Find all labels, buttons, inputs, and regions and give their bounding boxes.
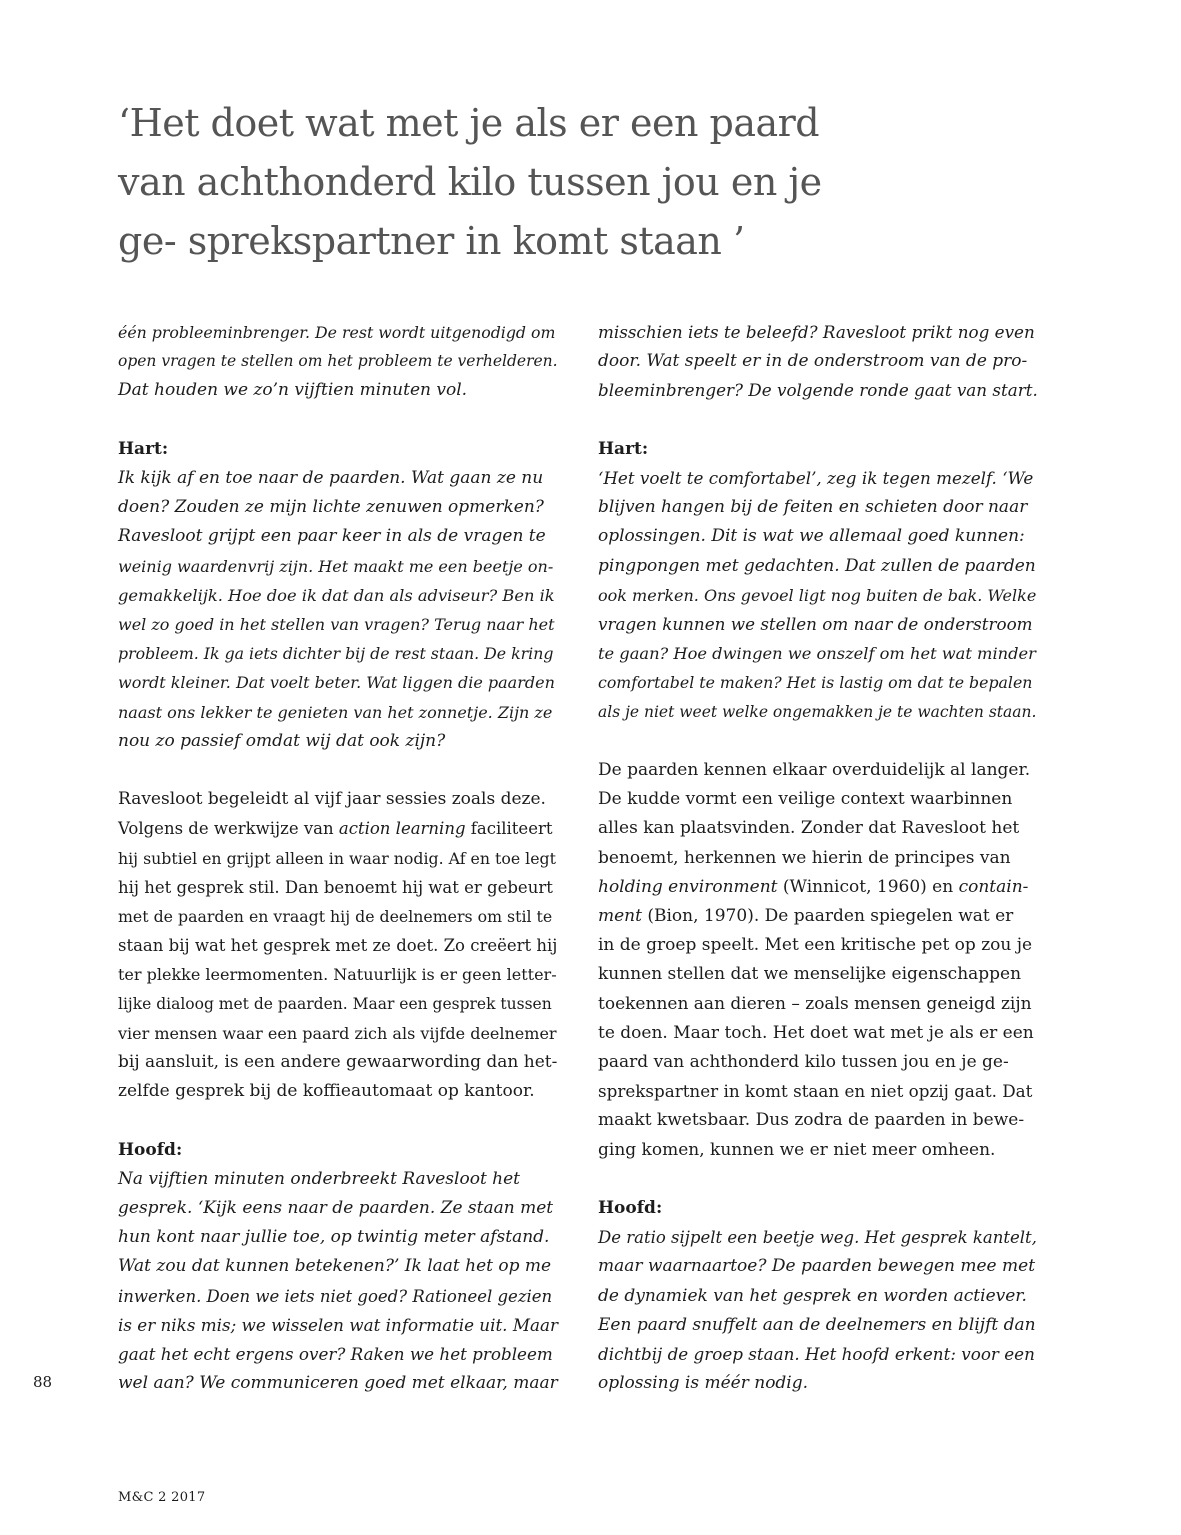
text-line: hij subtiel en grijpt alleen in waar nodig. Af en toe legt xyxy=(118,848,556,868)
text-line: Een paard snuffelt aan de deelnemers en blijft dan xyxy=(598,1314,1036,1335)
hoofd-section xyxy=(118,1136,558,1399)
headline-line: ‘Het doet wat met je als er een paard xyxy=(118,101,820,145)
emphasis-containment-end: ment xyxy=(598,906,642,927)
text-line: met de paarden en vraagt hij de deelnemers om stil te xyxy=(118,907,553,927)
text-line: vier mensen waar een paard zich als vijfde deelnemer xyxy=(118,1023,557,1043)
section-heading-hoofd: Hoofd: xyxy=(118,1139,183,1160)
text-line: lijke dialoog met de paarden. Maar een gesprek tussen xyxy=(118,994,552,1013)
text-line: in de groep speelt. Met een kritische pet op zou je xyxy=(598,935,1033,956)
text-line: sprekspartner in komt staan en niet opzij gaat. Dat xyxy=(598,1081,1033,1102)
text-line: Na vijftien minuten onderbreekt Ravesloot het xyxy=(118,1168,521,1189)
text-line: door. Wat speelt er in de onderstroom van de pro- xyxy=(598,351,1028,372)
headline-line: van achthonderd kilo tussen jou en je xyxy=(118,160,822,204)
text-line: kunnen stellen dat we menselijke eigenschappen xyxy=(598,964,1022,985)
text-line: doen? Zouden ze mijn lichte zenuwen opmerken? xyxy=(118,497,544,518)
hart-section xyxy=(118,435,558,756)
intro-paragraph xyxy=(118,318,558,406)
text-line: weinig waardenvrij zijn. Het maakt me een beetje on- xyxy=(118,556,554,576)
emphasis-containment: contain- xyxy=(958,876,1029,897)
text-line: wel zo goed in het stellen van vragen? Terug naar het xyxy=(118,615,555,635)
text-line: oplossingen. Dit is wat we allemaal goed kunnen: xyxy=(598,526,1025,547)
text-line: zelfde gesprek bij de koffieautomaat op kantoor. xyxy=(118,1081,535,1102)
text-line: hij het gesprek stil. Dan benoemt hij wat er gebeurt xyxy=(118,877,553,897)
text-line: Ik kijk af en toe naar de paarden. Wat gaan ze nu xyxy=(118,468,544,488)
text-line: pingpongen met gedachten. Dat zullen de paarden xyxy=(598,555,1036,576)
text-line: te gaan? Hoe dwingen we onszelf om het wat minder xyxy=(598,644,1036,664)
text-line: is er niks mis; we wisselen wat informatie uit. Maar xyxy=(118,1314,558,1335)
text-line: alles kan plaatsvinden. Zonder dat Ravesloot het xyxy=(598,818,1020,839)
emphasis-holding-environment: holding environment xyxy=(598,876,778,897)
text-line xyxy=(598,902,1038,931)
text-fragment: Volgens de werkwijze van xyxy=(118,819,339,839)
body-paragraph xyxy=(598,756,1038,1165)
text-line: bleeminbrenger? De volgende ronde gaat van start. xyxy=(598,380,1038,401)
section-heading-hoofd: Hoofd: xyxy=(598,1198,663,1219)
text-line: open vragen te stellen om het probleem te verhelderen. xyxy=(118,352,558,371)
text-line: gaat het echt ergens over? Raken we het probleem xyxy=(118,1344,553,1365)
text-line: gesprek. ‘Kijk eens naar de paarden. Ze staan met xyxy=(118,1198,554,1219)
text-line: inwerken. Doen we iets niet goed? Rationeel gezien xyxy=(118,1286,553,1306)
headline-line: ge- sprekspartner in komt staan ’ xyxy=(118,219,745,263)
text-line: Dat houden we zo’n vijftien minuten vol. xyxy=(118,380,468,401)
text-line: staan bij wat het gesprek met ze doet. Zo creëert hij xyxy=(118,936,558,956)
text-line: één probleeminbrenger. De rest wordt uitgenodigd om xyxy=(118,323,556,342)
text-line: misschien iets te beleefd? Ravesloot prikt nog even xyxy=(598,322,1035,342)
text-line: Ravesloot begeleidt al vijf jaar sessies zoals deze. xyxy=(118,789,546,810)
section-heading-hart: Hart: xyxy=(598,438,649,459)
text-line: de dynamiek van het gesprek en worden actiever. xyxy=(598,1285,1027,1306)
body-paragraph xyxy=(118,785,558,1106)
text-line xyxy=(118,814,558,843)
text-line: ging komen, kunnen we er niet meer omheen. xyxy=(598,1139,996,1160)
text-line: wordt kleiner. Dat voelt beter. Wat liggen die paarden xyxy=(118,673,555,693)
section-heading-hart: Hart: xyxy=(118,438,169,459)
text-line: ter plekke leermomenten. Natuurlijk is er geen letter- xyxy=(118,965,557,985)
text-line xyxy=(598,873,1038,902)
text-line: maar waarnaartoe? De paarden bewegen mee met xyxy=(598,1256,1036,1277)
text-line: paard van achthonderd kilo tussen jou en je ge- xyxy=(598,1052,1009,1073)
text-fragment: (Winnicot, 1960) en xyxy=(777,876,959,897)
footer-publication: M&C 2 2017 xyxy=(118,1490,206,1505)
emphasis-action-learning: action learning xyxy=(338,819,466,839)
left-column xyxy=(118,318,558,1428)
text-line: Ravesloot grijpt een paar keer in als de vragen te xyxy=(118,526,546,547)
intro-paragraph xyxy=(598,318,1038,406)
text-line: te doen. Maar toch. Het doet wat met je als er een xyxy=(598,1022,1034,1043)
right-column xyxy=(598,318,1038,1428)
hart-section xyxy=(598,435,1038,727)
text-line: maakt kwetsbaar. Dus zodra de paarden in bewe- xyxy=(598,1110,1025,1131)
text-line: De kudde vormt een veilige context waarbinnen xyxy=(598,789,1013,810)
text-line: hun kont naar jullie toe, op twintig meter afstand. xyxy=(118,1227,550,1248)
text-line: De paarden kennen elkaar overduidelijk al langer. xyxy=(598,760,1031,781)
text-line: dichtbij de groep staan. Het hoofd erkent: voor een xyxy=(598,1344,1035,1365)
text-line: Wat zou dat kunnen betekenen?’ Ik laat het op me xyxy=(118,1256,552,1277)
text-line: als je niet weet welke ongemakken je te wachten staan. xyxy=(598,702,1037,721)
text-line: blijven hangen bij de feiten en schieten door naar xyxy=(598,497,1028,518)
text-line: wel aan? We communiceren goed met elkaar, maar xyxy=(118,1373,558,1394)
text-line: ‘Het voelt te comfortabel’, zeg ik tegen mezelf. ‘We xyxy=(598,468,1034,488)
pull-quote-headline xyxy=(118,94,878,271)
text-line: oplossing is méér nodig. xyxy=(598,1373,809,1394)
text-line: nou zo passief omdat wij dat ook zijn? xyxy=(118,730,446,751)
text-line: comfortabel te maken? Het is lastig om dat te bepalen xyxy=(598,673,1033,693)
text-line: De ratio sijpelt een beetje weg. Het gesprek kantelt, xyxy=(598,1228,1037,1248)
text-line: probleem. Ik ga iets dichter bij de rest staan. De kring xyxy=(118,644,554,664)
hoofd-section xyxy=(598,1194,1038,1398)
text-line: toekennen aan dieren – zoals mensen geneigd zijn xyxy=(598,993,1032,1014)
text-line: bij aansluit, is een andere gewaarwording dan het- xyxy=(118,1052,558,1073)
text-line: ook merken. Ons gevoel ligt nog buiten de bak. Welke xyxy=(598,585,1037,605)
page-number: 88 xyxy=(33,1373,53,1391)
text-line: vragen kunnen we stellen om naar de onderstroom xyxy=(598,614,1033,635)
text-line: gemakkelijk. Hoe doe ik dat dan als adviseur? Ben ik xyxy=(118,585,555,605)
text-fragment: faciliteert xyxy=(465,819,553,839)
text-line: benoemt, herkennen we hierin de principes van xyxy=(598,847,1011,868)
text-line: naast ons lekker te genieten van het zonnetje. Zijn ze xyxy=(118,702,553,722)
text-fragment: (Bion, 1970). De paarden spiegelen wat er xyxy=(641,906,1014,927)
